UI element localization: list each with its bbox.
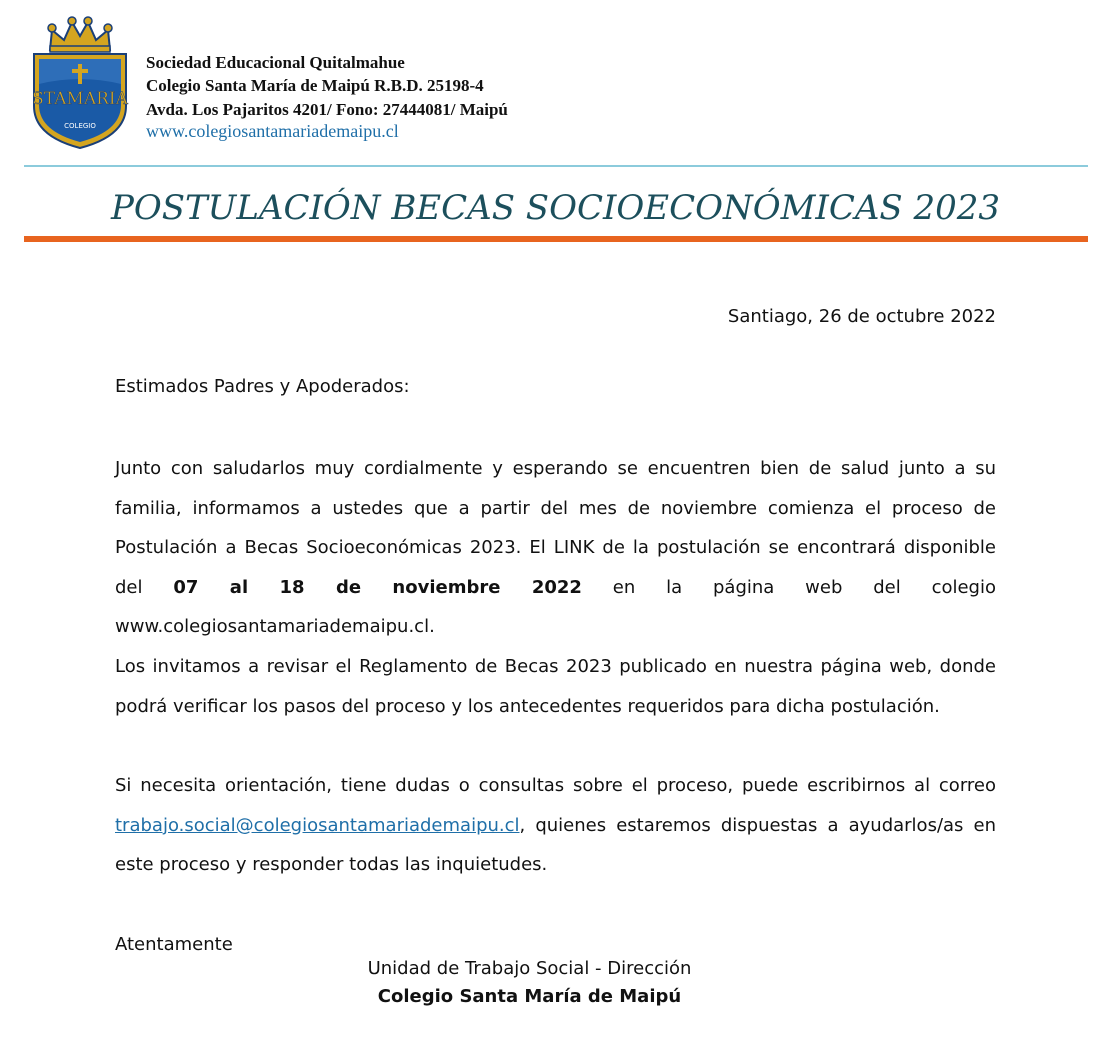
paragraph-regulation: Los invitamos a revisar el Reglamento de Becas 2023 publicado en nuestra página web, donde podrá verificar los pasos del proceso y los antecedentes requeridos para dicha postulación. bbox=[115, 656, 996, 717]
logo-subtext: COLEGIO bbox=[64, 122, 96, 130]
document-title: POSTULACIÓN BECAS SOCIOECONÓMICAS 2023 bbox=[110, 188, 1001, 228]
letter-closing: Atentamente bbox=[115, 934, 233, 955]
contact-email-link[interactable]: trabajo.social@colegiosantamariademaipu.cl bbox=[115, 814, 520, 836]
letterhead-company: Sociedad Educacional Quitalmahue bbox=[146, 53, 405, 72]
paragraph-contact bbox=[115, 766, 996, 885]
paragraph-intro-text: Junto con saludarlos muy cordialmente y esperando se encuentren bien de salud junto a su familia, informamos a ustedes que a partir del mes de noviembre comienza el proceso de Postulación a Becas Socioeconómicas 2023. El LINK de la postulación se encontrará disponible del bbox=[115, 458, 996, 598]
header-divider bbox=[24, 165, 1088, 167]
signature-unit: Unidad de Trabajo Social - Dirección bbox=[367, 958, 692, 979]
logo-text: STAMARIA bbox=[32, 89, 128, 109]
school-crest-logo bbox=[30, 14, 130, 152]
letterhead-website-link[interactable]: www.colegiosantamariademaipu.cl bbox=[146, 121, 399, 141]
letterhead-school: Colegio Santa María de Maipú R.B.D. 25198-4 bbox=[146, 76, 484, 95]
letter-date: Santiago, 26 de octubre 2022 bbox=[727, 306, 996, 327]
paragraph-contact-text: Si necesita orientación, tiene dudas o consultas sobre el proceso, puede escribirnos al correo bbox=[115, 775, 996, 796]
title-underline bbox=[24, 236, 1088, 242]
crown-icon bbox=[48, 17, 112, 52]
letter-salutation: Estimados Padres y Apoderados: bbox=[115, 376, 410, 397]
paragraph-contact-text-end: , quienes estaremos dispuestas a ayudarlos/as en este proceso y responder todas las inquietudes. bbox=[115, 814, 996, 875]
paragraph-intro bbox=[115, 449, 996, 647]
signature-school: Colegio Santa María de Maipú bbox=[377, 986, 682, 1007]
application-dates: 07 al 18 de noviembre 2022 bbox=[173, 576, 582, 598]
paragraph-intro-text-end: en la página web del colegio www.colegiosantamariademaipu.cl. bbox=[115, 576, 996, 637]
letterhead-address: Avda. Los Pajaritos 4201/ Fono: 27444081/ Maipú bbox=[146, 100, 508, 119]
